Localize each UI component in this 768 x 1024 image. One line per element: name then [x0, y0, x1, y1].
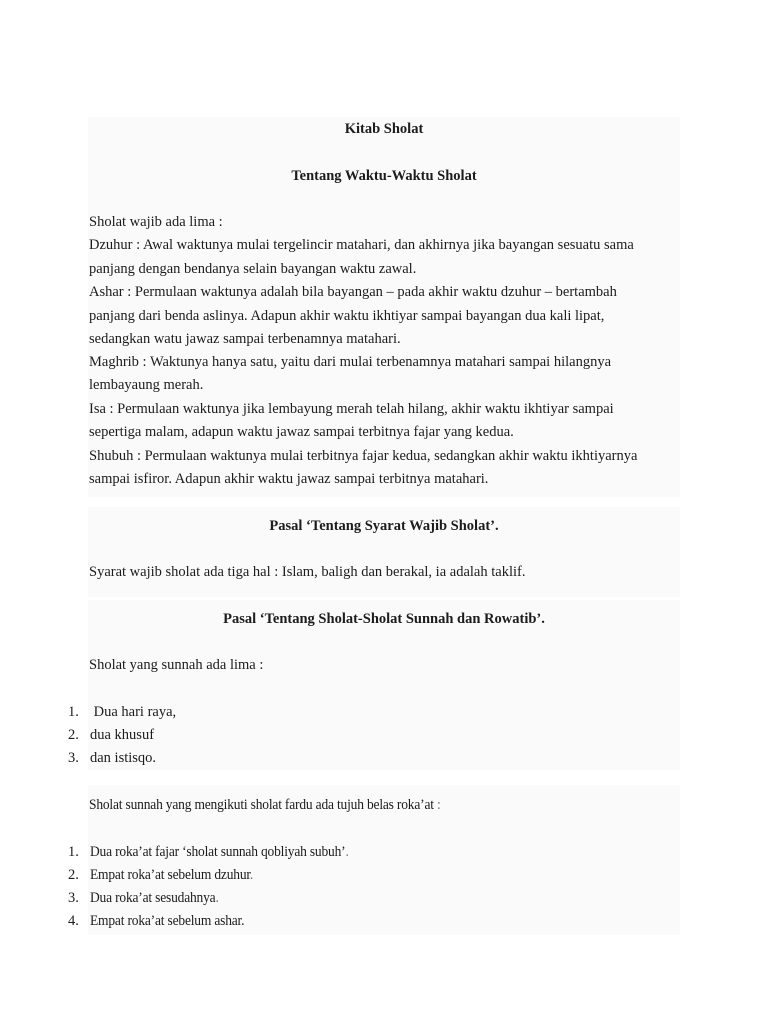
section-heading-syarat-wajib: Pasal ‘Tentang Syarat Wajib Sholat’.	[269, 518, 499, 534]
list-item	[90, 887, 219, 911]
list-number: 3.	[68, 890, 79, 906]
section-heading-sunnah-rowatib: Pasal ‘Tentang Sholat-Sholat Sunnah dan Rowatib’.	[223, 611, 545, 627]
list-number: 1.	[68, 704, 79, 720]
paragraph-line: panjang dari benda aslinya. Adapun akhir waktu ikhtiyar sampai bayangan dua kali lipat,	[89, 308, 605, 324]
list-item-tail: .	[345, 844, 349, 860]
list-item-tail: .	[215, 890, 219, 906]
paragraph-line: Maghrib : Waktunya hanya satu, yaitu dari mulai terbenamnya matahari sampai hilangnya	[89, 354, 612, 370]
list-item-text: Empat roka’at sebelum ashar.	[90, 913, 245, 929]
paragraph-line: sampai isfiror. Adapun akhir waktu jawaz sampai terbitnya matahari.	[89, 471, 489, 487]
list-item-tail: .	[249, 867, 254, 883]
list-number: 2.	[68, 727, 79, 743]
paragraph-line: Dzuhur : Awal waktunya mulai tergelincir matahari, dan akhirnya jika bayangan sesuatu sama	[89, 237, 634, 253]
list-item: dan istisqo.	[90, 750, 157, 766]
list-item-text: Dua roka’at sesudahnya	[90, 890, 216, 906]
paragraph-line: Shubuh : Permulaan waktunya mulai terbitnya fajar kedua, sedangkan akhir waktu ikhtiyarnya	[89, 448, 638, 464]
paragraph-line: Sholat wajib ada lima :	[89, 214, 223, 230]
paragraph-line: sepertiga malam, adapun waktu jawaz sampai terbitnya fajar yang kedua.	[89, 424, 514, 440]
paragraph-line: lembayaung merah.	[89, 377, 204, 393]
paragraph-line: sedangkan watu jawaz sampai terbenamnya matahari.	[89, 331, 401, 347]
paragraph-line: Isa : Permulaan waktunya jika lembayung merah telah hilang, akhir waktu ikhtiyar sampai	[89, 401, 614, 417]
document-title: Kitab Sholat	[344, 121, 424, 137]
paragraph-rowatib-intro-text: Sholat sunnah yang mengikuti sholat fardu ada tujuh belas roka’at	[89, 797, 434, 813]
paragraph-line: Ashar : Permulaan waktunya adalah bila bayangan – pada akhir waktu dzuhur – bertambah	[89, 284, 617, 300]
list-item	[90, 864, 253, 888]
list-item-text: Empat roka’at sebelum dzuhur	[90, 867, 250, 883]
paragraph-rowatib-intro-tail: :	[433, 797, 441, 813]
list-item: dua khusuf	[90, 727, 155, 743]
paragraph-sunnah-intro: Sholat yang sunnah ada lima :	[89, 657, 264, 673]
section-heading-waktu-sholat: Tentang Waktu-Waktu Sholat	[291, 168, 477, 184]
paragraph-rowatib-intro	[89, 794, 441, 818]
list-number: 3.	[68, 750, 79, 766]
list-number: 1.	[68, 844, 79, 860]
paragraph-syarat-wajib: Syarat wajib sholat ada tiga hal : Islam, baligh dan berakal, ia adalah taklif.	[89, 564, 526, 580]
list-item	[90, 910, 244, 934]
list-number: 4.	[68, 913, 79, 929]
list-number: 2.	[68, 867, 79, 883]
list-item	[90, 841, 349, 865]
paragraph-line: panjang dengan bendanya selain bayangan waktu zawal.	[89, 261, 417, 277]
list-item: Dua hari raya,	[90, 704, 177, 720]
list-item-text: Dua roka’at fajar ‘sholat sunnah qobliyah subuh’	[90, 844, 346, 860]
